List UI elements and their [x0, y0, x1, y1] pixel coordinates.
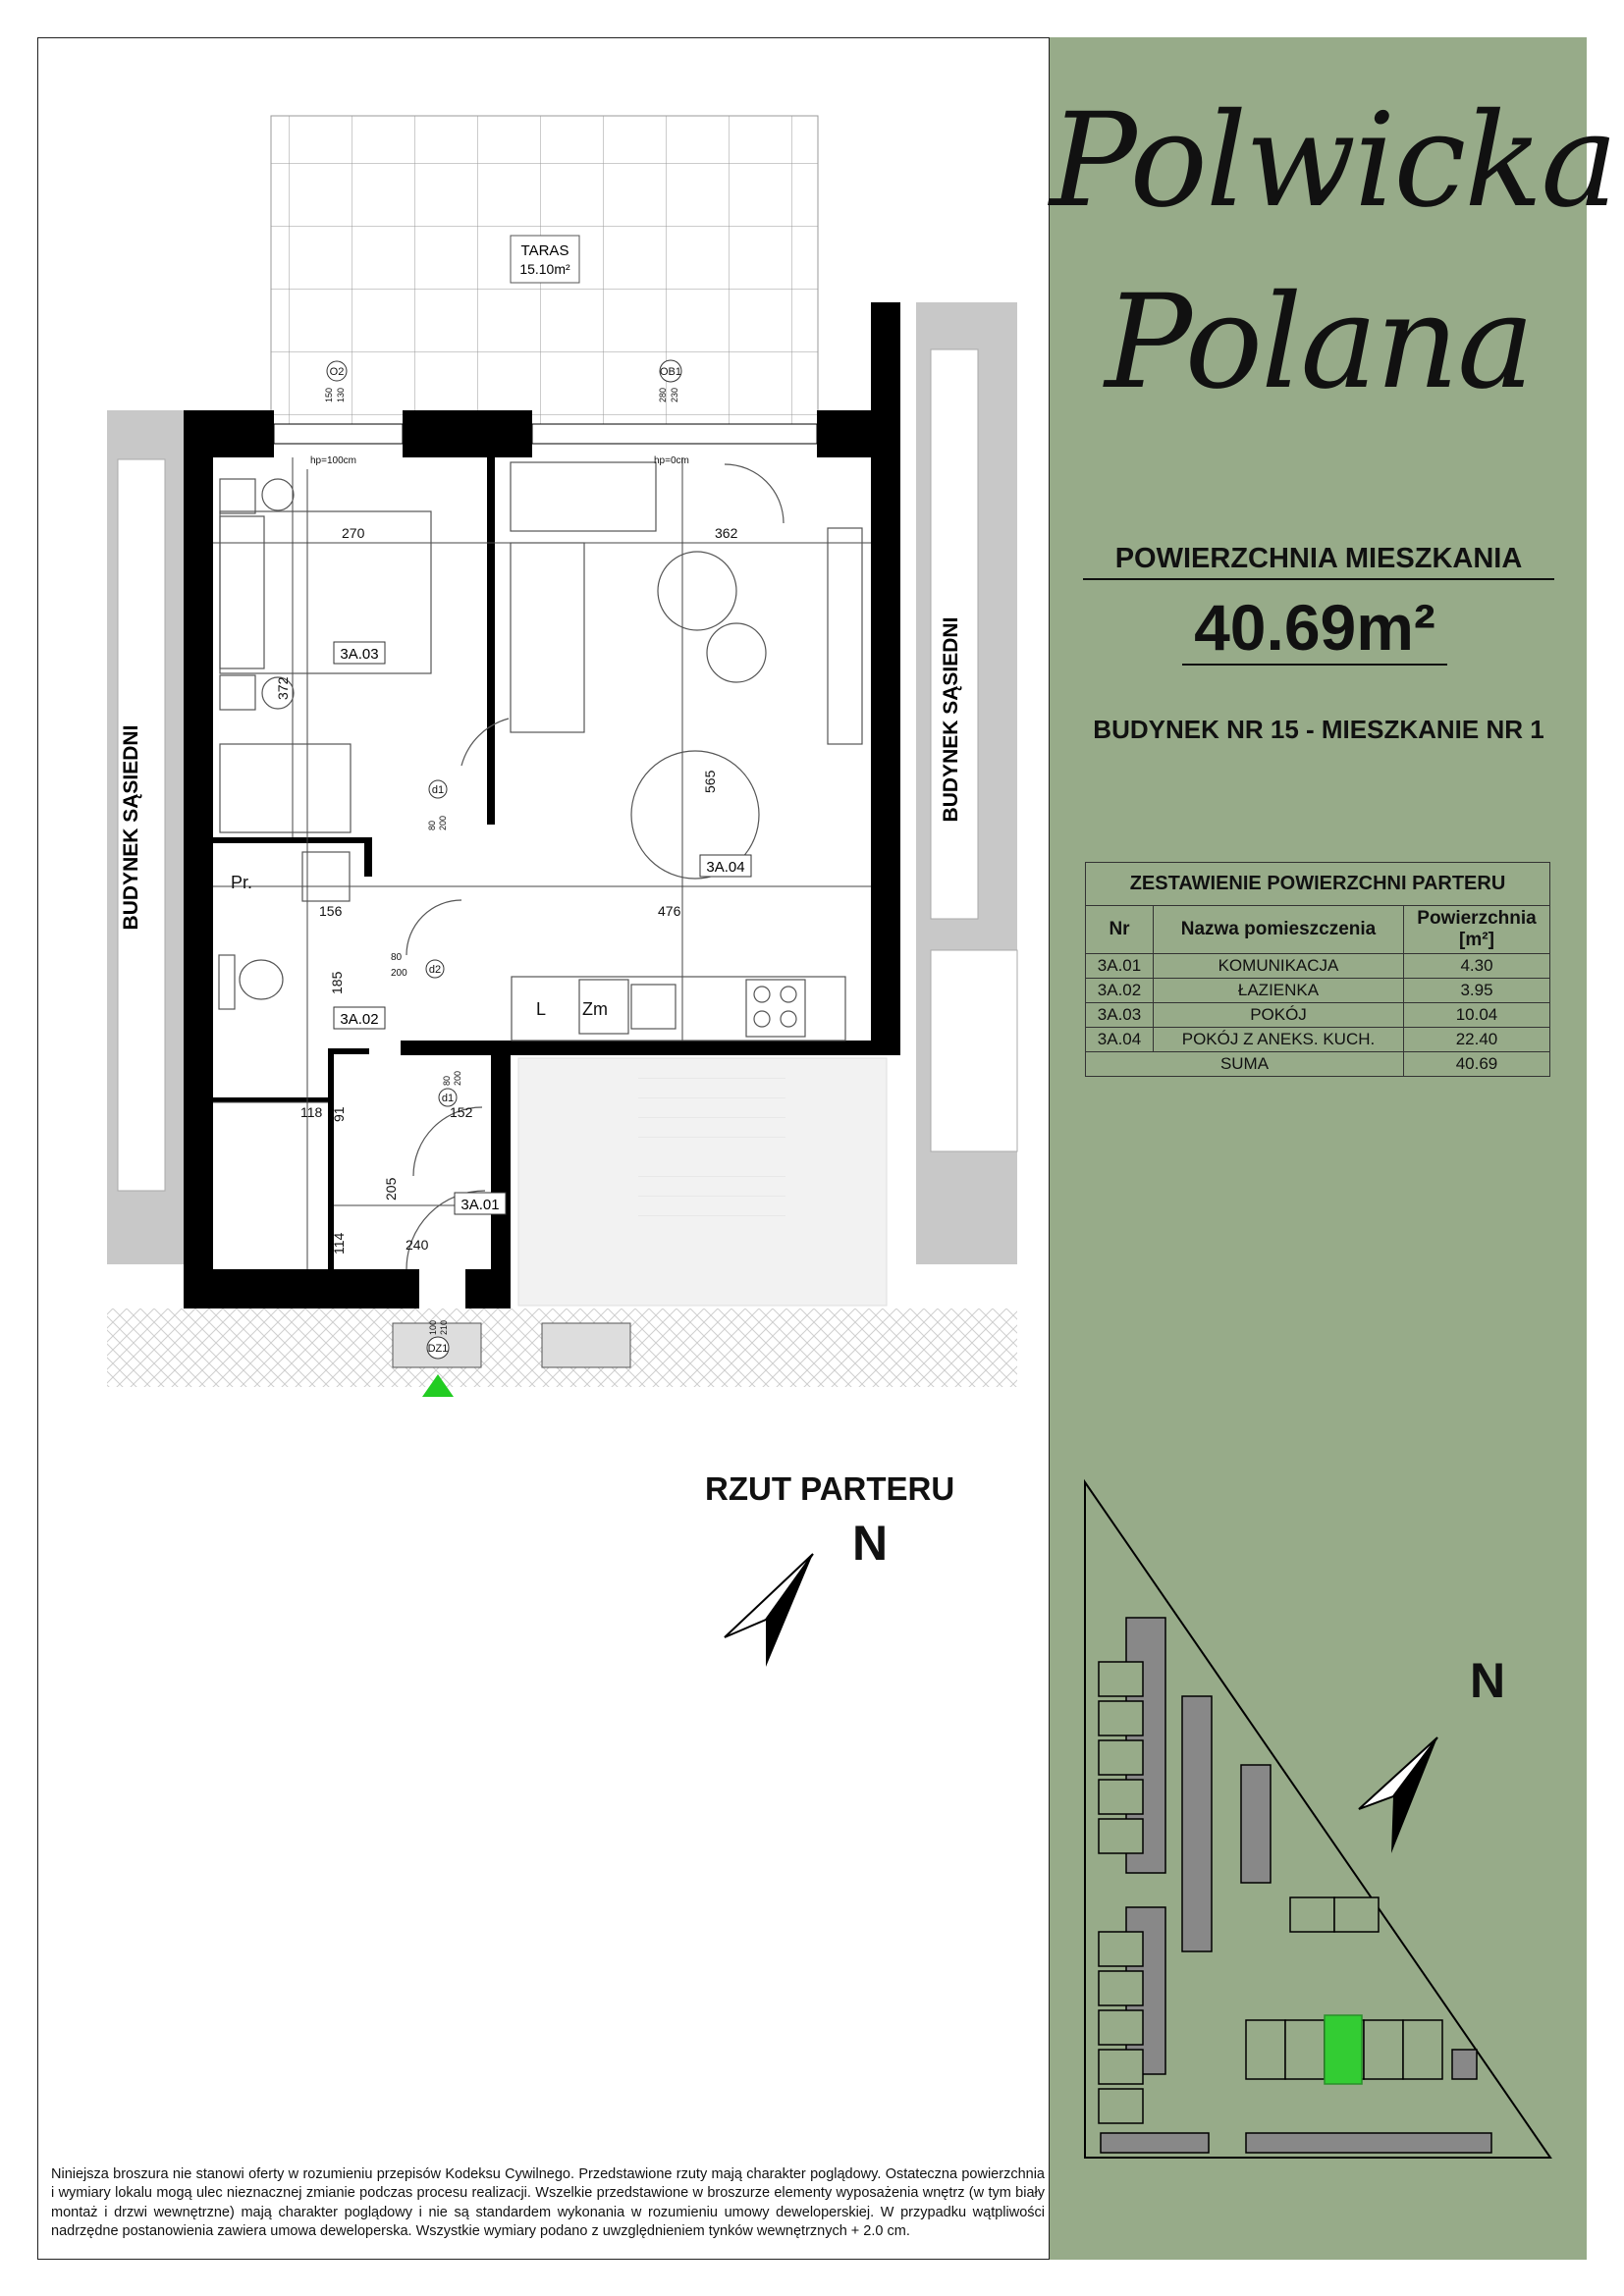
neighbor-building-right	[916, 302, 1017, 1264]
row-nr: 3A.02	[1086, 979, 1154, 1003]
row-name: KOMUNIKACJA	[1154, 954, 1404, 979]
sum-value: 40.69	[1404, 1052, 1550, 1077]
dim-114: 114	[331, 1232, 347, 1255]
terrace-area: 15.10m²	[519, 261, 570, 277]
north-arrow-site	[1359, 1737, 1437, 1853]
area-value: 40.69m²	[1182, 592, 1447, 666]
bed	[220, 511, 431, 673]
dim-565: 565	[702, 770, 718, 793]
neighbor-building-left	[107, 410, 184, 1264]
dim-205: 205	[383, 1177, 399, 1201]
brand-line-1: Polwicka	[1050, 85, 1616, 237]
north-label-plan: N	[852, 1516, 889, 1571]
table-row	[1086, 1003, 1550, 1028]
table-sum-row	[1086, 1052, 1550, 1077]
kitchen-counter	[512, 977, 845, 1041]
table-row	[1086, 979, 1550, 1003]
dim-270: 270	[342, 525, 365, 541]
window-ob1	[532, 424, 817, 444]
info-panel	[1049, 37, 1616, 2260]
table-title: ZESTAWIENIE POWIERZCHNI PARTERU	[1086, 863, 1550, 906]
row-area: 4.30	[1404, 954, 1550, 979]
header-area: Powierzchnia [m²]	[1404, 906, 1550, 954]
tag-dz1-w: 100	[428, 1319, 438, 1335]
terrace	[271, 116, 818, 440]
tag-d2-w: 80	[391, 952, 403, 963]
tag-dz1: DZ1	[427, 1343, 449, 1355]
neighbor-left-label: BUDYNEK SĄSIEDNI	[120, 724, 142, 931]
tag-d2: d2	[428, 964, 442, 976]
dim-118: 118	[300, 1104, 323, 1120]
row-nr: 3A.03	[1086, 1003, 1154, 1028]
site-plan	[1050, 1470, 1588, 2216]
tag-o2: O2	[329, 366, 345, 378]
coffee-table	[658, 552, 736, 630]
row-area: 3.95	[1404, 979, 1550, 1003]
tag-dz1-h: 210	[439, 1319, 449, 1335]
sum-label: SUMA	[1086, 1052, 1404, 1077]
tag-hp2: hp=0cm	[654, 455, 689, 466]
dim-152: 152	[450, 1104, 473, 1120]
wardrobe	[220, 744, 351, 832]
tag-hp1: hp=100cm	[310, 455, 356, 466]
window-o2	[274, 424, 403, 444]
header-nr: Nr	[1086, 906, 1154, 954]
area-summary-table	[1085, 862, 1550, 1077]
stairwell	[518, 1058, 887, 1306]
disclaimer: Niniejsza broszura nie stanowi oferty w rozumieniu przepisów Kodeksu Cywilnego. Przedstawione rzuty mają charakter poglądowy. Ostateczna powierzchnia i wymiary lokalu mogą ulec nieznacznej zmianie podczas procesu realizacji. Wszelkie przedstawione w broszurze elementy wyposażenia wnętrz (w tym biały montaż i drzwi wewnętrzne) mają charakter poglądowy i nie są standardem wykonania w rozumieniu umowy deweloperskiej. W przypadku wątpliwości nadrzędne postanowienia zawiera umowa deweloperska. Wszystkie wymiary podano z uwzględnieniem tynków wewnętrznych + 2.0 cm.	[51, 2166, 1045, 2239]
tag-l: L	[536, 999, 547, 1019]
tag-ob1-bot: 230	[670, 387, 679, 402]
site-highlight-unit	[1325, 2015, 1362, 2084]
dim-476: 476	[658, 903, 681, 919]
row-area: 22.40	[1404, 1028, 1550, 1052]
room-3a02: 3A.02	[340, 1011, 379, 1028]
floor-plan-title: RZUT PARTERU	[705, 1470, 955, 1507]
room-3a03: 3A.03	[340, 646, 379, 663]
header-name: Nazwa pomieszczenia	[1154, 906, 1404, 954]
table-row	[1086, 1028, 1550, 1052]
room-3a01: 3A.01	[460, 1197, 500, 1213]
door-d1-bathroom-swing	[406, 900, 461, 955]
tag-zm: Zm	[582, 999, 608, 1019]
dim-372: 372	[275, 676, 291, 700]
tag-d1-bedroom: d1	[431, 784, 445, 796]
row-name: ŁAZIENKA	[1154, 979, 1404, 1003]
tag-d1a-h: 200	[438, 815, 448, 830]
tag-o2-top: 150	[324, 387, 334, 402]
tag-d2-h: 200	[391, 968, 407, 979]
tag-d1b-h: 200	[453, 1070, 462, 1086]
north-label-site: N	[1470, 1653, 1506, 1708]
area-heading: POWIERZCHNIA MIESZKANIA	[1083, 543, 1554, 580]
neighbor-right-label: BUDYNEK SĄSIEDNI	[940, 616, 962, 823]
tag-pr: Pr.	[231, 873, 253, 892]
row-nr: 3A.04	[1086, 1028, 1154, 1052]
tag-o2-bot: 130	[336, 387, 346, 402]
table-row	[1086, 954, 1550, 979]
tv-unit	[828, 528, 862, 744]
building-label: BUDYNEK NR 15 - MIESZKANIE NR 1	[1093, 715, 1544, 744]
toilet	[240, 960, 283, 999]
row-name: POKÓJ	[1154, 1003, 1404, 1028]
site-buildings	[1099, 1618, 1491, 2153]
washbasin	[302, 852, 350, 901]
dim-362: 362	[715, 525, 738, 541]
row-name: POKÓJ Z ANEKS. KUCH.	[1154, 1028, 1404, 1052]
dim-156: 156	[319, 903, 343, 919]
row-nr: 3A.01	[1086, 954, 1154, 979]
dim-91: 91	[331, 1106, 347, 1122]
row-area: 10.04	[1404, 1003, 1550, 1028]
tag-d1-bathroom: d1	[441, 1093, 455, 1104]
tag-ob1: OB1	[659, 366, 682, 378]
sofa	[511, 462, 656, 531]
dim-240: 240	[406, 1237, 429, 1253]
floor-plan-panel	[37, 37, 1049, 2260]
terrace-name: TARAS	[520, 242, 569, 259]
room-3a04: 3A.04	[706, 859, 745, 876]
tag-ob1-top: 280	[658, 387, 668, 402]
north-arrow-plan	[725, 1554, 813, 1667]
floor-plan-drawing	[37, 37, 1049, 2099]
dim-185: 185	[329, 971, 345, 994]
brand-line-2: Polana	[1105, 267, 1533, 418]
tag-d1b-w: 80	[442, 1075, 452, 1086]
tag-d1a-w: 80	[427, 820, 437, 830]
